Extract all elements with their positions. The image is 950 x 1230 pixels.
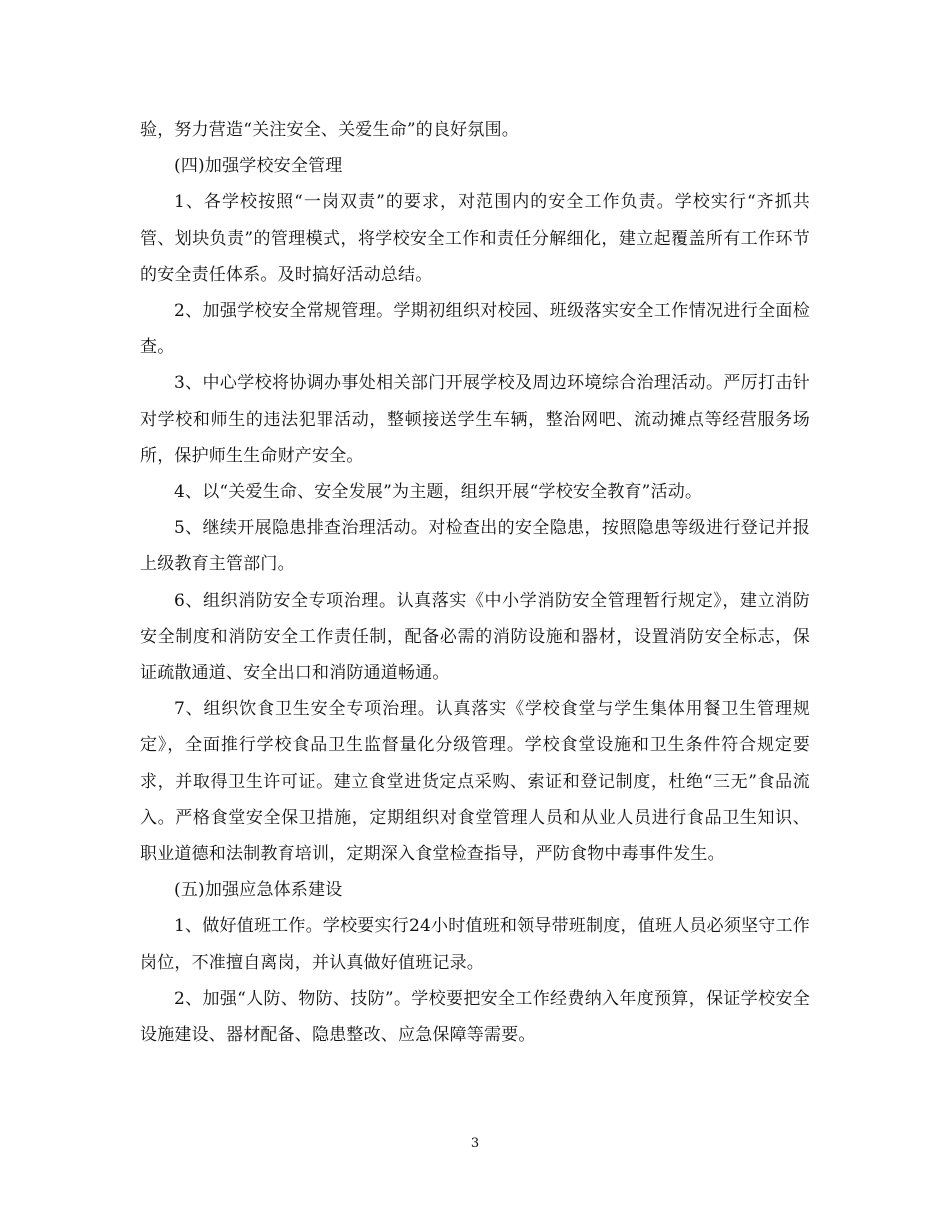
section-heading-5: (五)加强应急体系建设: [174, 880, 343, 901]
paragraph-9: 7、组织饮食卫生安全专项治理。认真落实《学校食堂与学生集体用餐卫生管理规定》，全面推行学校食品卫生监督量化分级管理。学校食堂设施和卫生条件符合规定要求，并取得卫生许可证。建立食堂进货定点采购、索证和登记制度，杜绝“三无”食品流入。严格食堂安全保卫措施，定期组织对食堂管理人员和从业人员进行食品卫生知识、职业道德和法制教育培训，定期深入食堂检查指导，严防食物中毒事件发生。: [140, 699, 810, 865]
paragraph-11: 1、做好值班工作。学校要实行24小时值班和领导带班制度，值班人员必须坚守工作岗位，不准擅自离岗，并认真做好值班记录。: [140, 916, 810, 973]
paragraph-6: 4、以“关爱生命、安全发展”为主题，组织开展“学校安全教育”活动。: [174, 482, 703, 503]
paragraph-3: 1、各学校按照“一岗双责”的要求，对范围内的安全工作负责。学校实行“齐抓共管、划块负责”的管理模式，将学校安全工作和责任分解细化，建立起覆盖所有工作环节的安全责任体系。及时搞好活动总结。: [140, 192, 810, 285]
paragraph-12: 2、加强“人防、物防、技防”。学校要把安全工作经费纳入年度预算，保证学校安全设施建设、器材配备、隐患整改、应急保障等需要。: [140, 988, 810, 1046]
document-body: [140, 112, 810, 1053]
paragraph-4: 2、加强学校安全常规管理。学期初组织对校园、班级落实安全工作情况进行全面检查。: [140, 301, 810, 358]
paragraph-1: 验，努力营造“关注安全、关爱生命”的良好氛围。: [140, 120, 519, 140]
paragraph-8: 6、组织消防安全专项治理。认真落实《中小学消防安全管理暂行规定》，建立消防安全制度和消防安全工作责任制，配备必需的消防设施和器材，设置消防安全标志，保证疏散通道、安全出口和消防通道畅通。: [140, 590, 810, 684]
page-number: 3: [470, 1136, 480, 1151]
section-heading-4: (四)加强学校安全管理: [174, 156, 343, 177]
paragraph-5: 3、中心学校将协调办事处相关部门开展学校及周边环境综合治理活动。严厉打击针对学校和师生的违法犯罪活动，整顿接送学生车辆，整治网吧、流动摊点等经营服务场所，保护师生生命财产安全。: [140, 373, 810, 466]
paragraph-7: 5、继续开展隐患排查治理活动。对检查出的安全隐患，按照隐患等级进行登记并报上级教育主管部门。: [140, 518, 810, 575]
